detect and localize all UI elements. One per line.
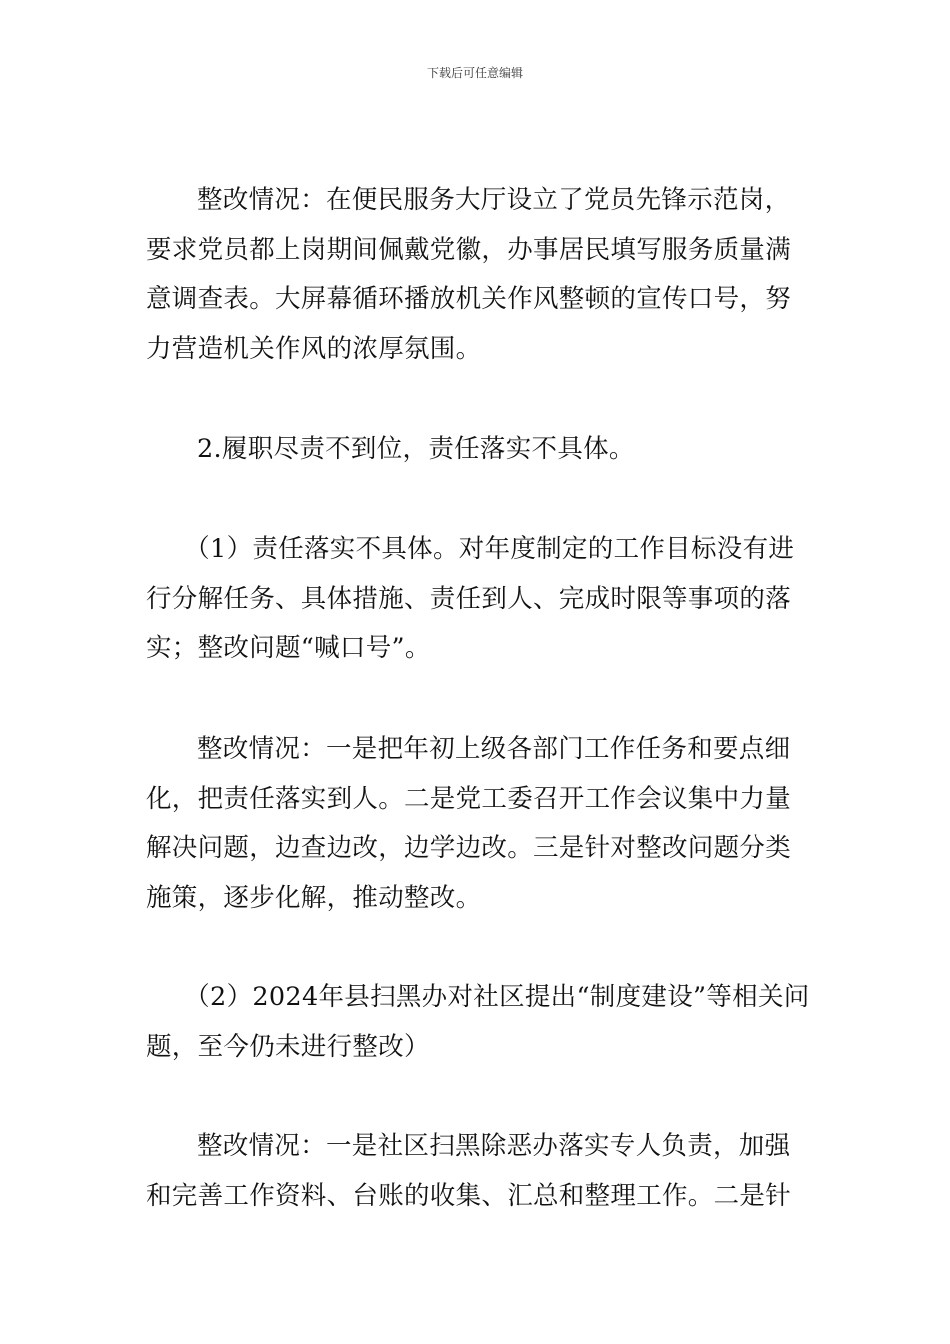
paragraph-issue-2: （2）2024年县扫黑办对社区提出“制度建设”等相关问题，至今仍未进行整改） — [146, 982, 810, 1062]
paragraph-issue-1: （1）责任落实不具体。对年度制定的工作目标没有进行分解任务、具体措施、责任到人、完成时限等事项的落实；整改问题“喊口号”。 — [146, 534, 795, 663]
paragraph-rectification-1: 整改情况：在便民服务大厅设立了党员先锋示范岗，要求党员都上岗期间佩戴党徽，办事居民填写服务质量满意调查表。大屏幕循环播放机关作风整顿的宣传口号，努力营造机关作风的浓厚氛围。 — [146, 185, 792, 364]
paragraph-rectification-2: 整改情况：一是把年初上级各部门工作任务和要点细化，把责任落实到人。二是党工委召开工作会议集中力量解决问题，边查边改，边学边改。三是针对整改问题分类施策，逐步化解，推动整改。 — [146, 734, 792, 913]
paragraph-rectification-3: 整改情况：一是社区扫黑除恶办落实专人负责，加强和完善工作资料、台账的收集、汇总和整理工作。二是针 — [146, 1131, 792, 1211]
page-header-note: 下载后可任意编辑 — [426, 66, 523, 80]
paragraph-heading-2: 2.履职尽责不到位，责任落实不具体。 — [197, 434, 635, 464]
